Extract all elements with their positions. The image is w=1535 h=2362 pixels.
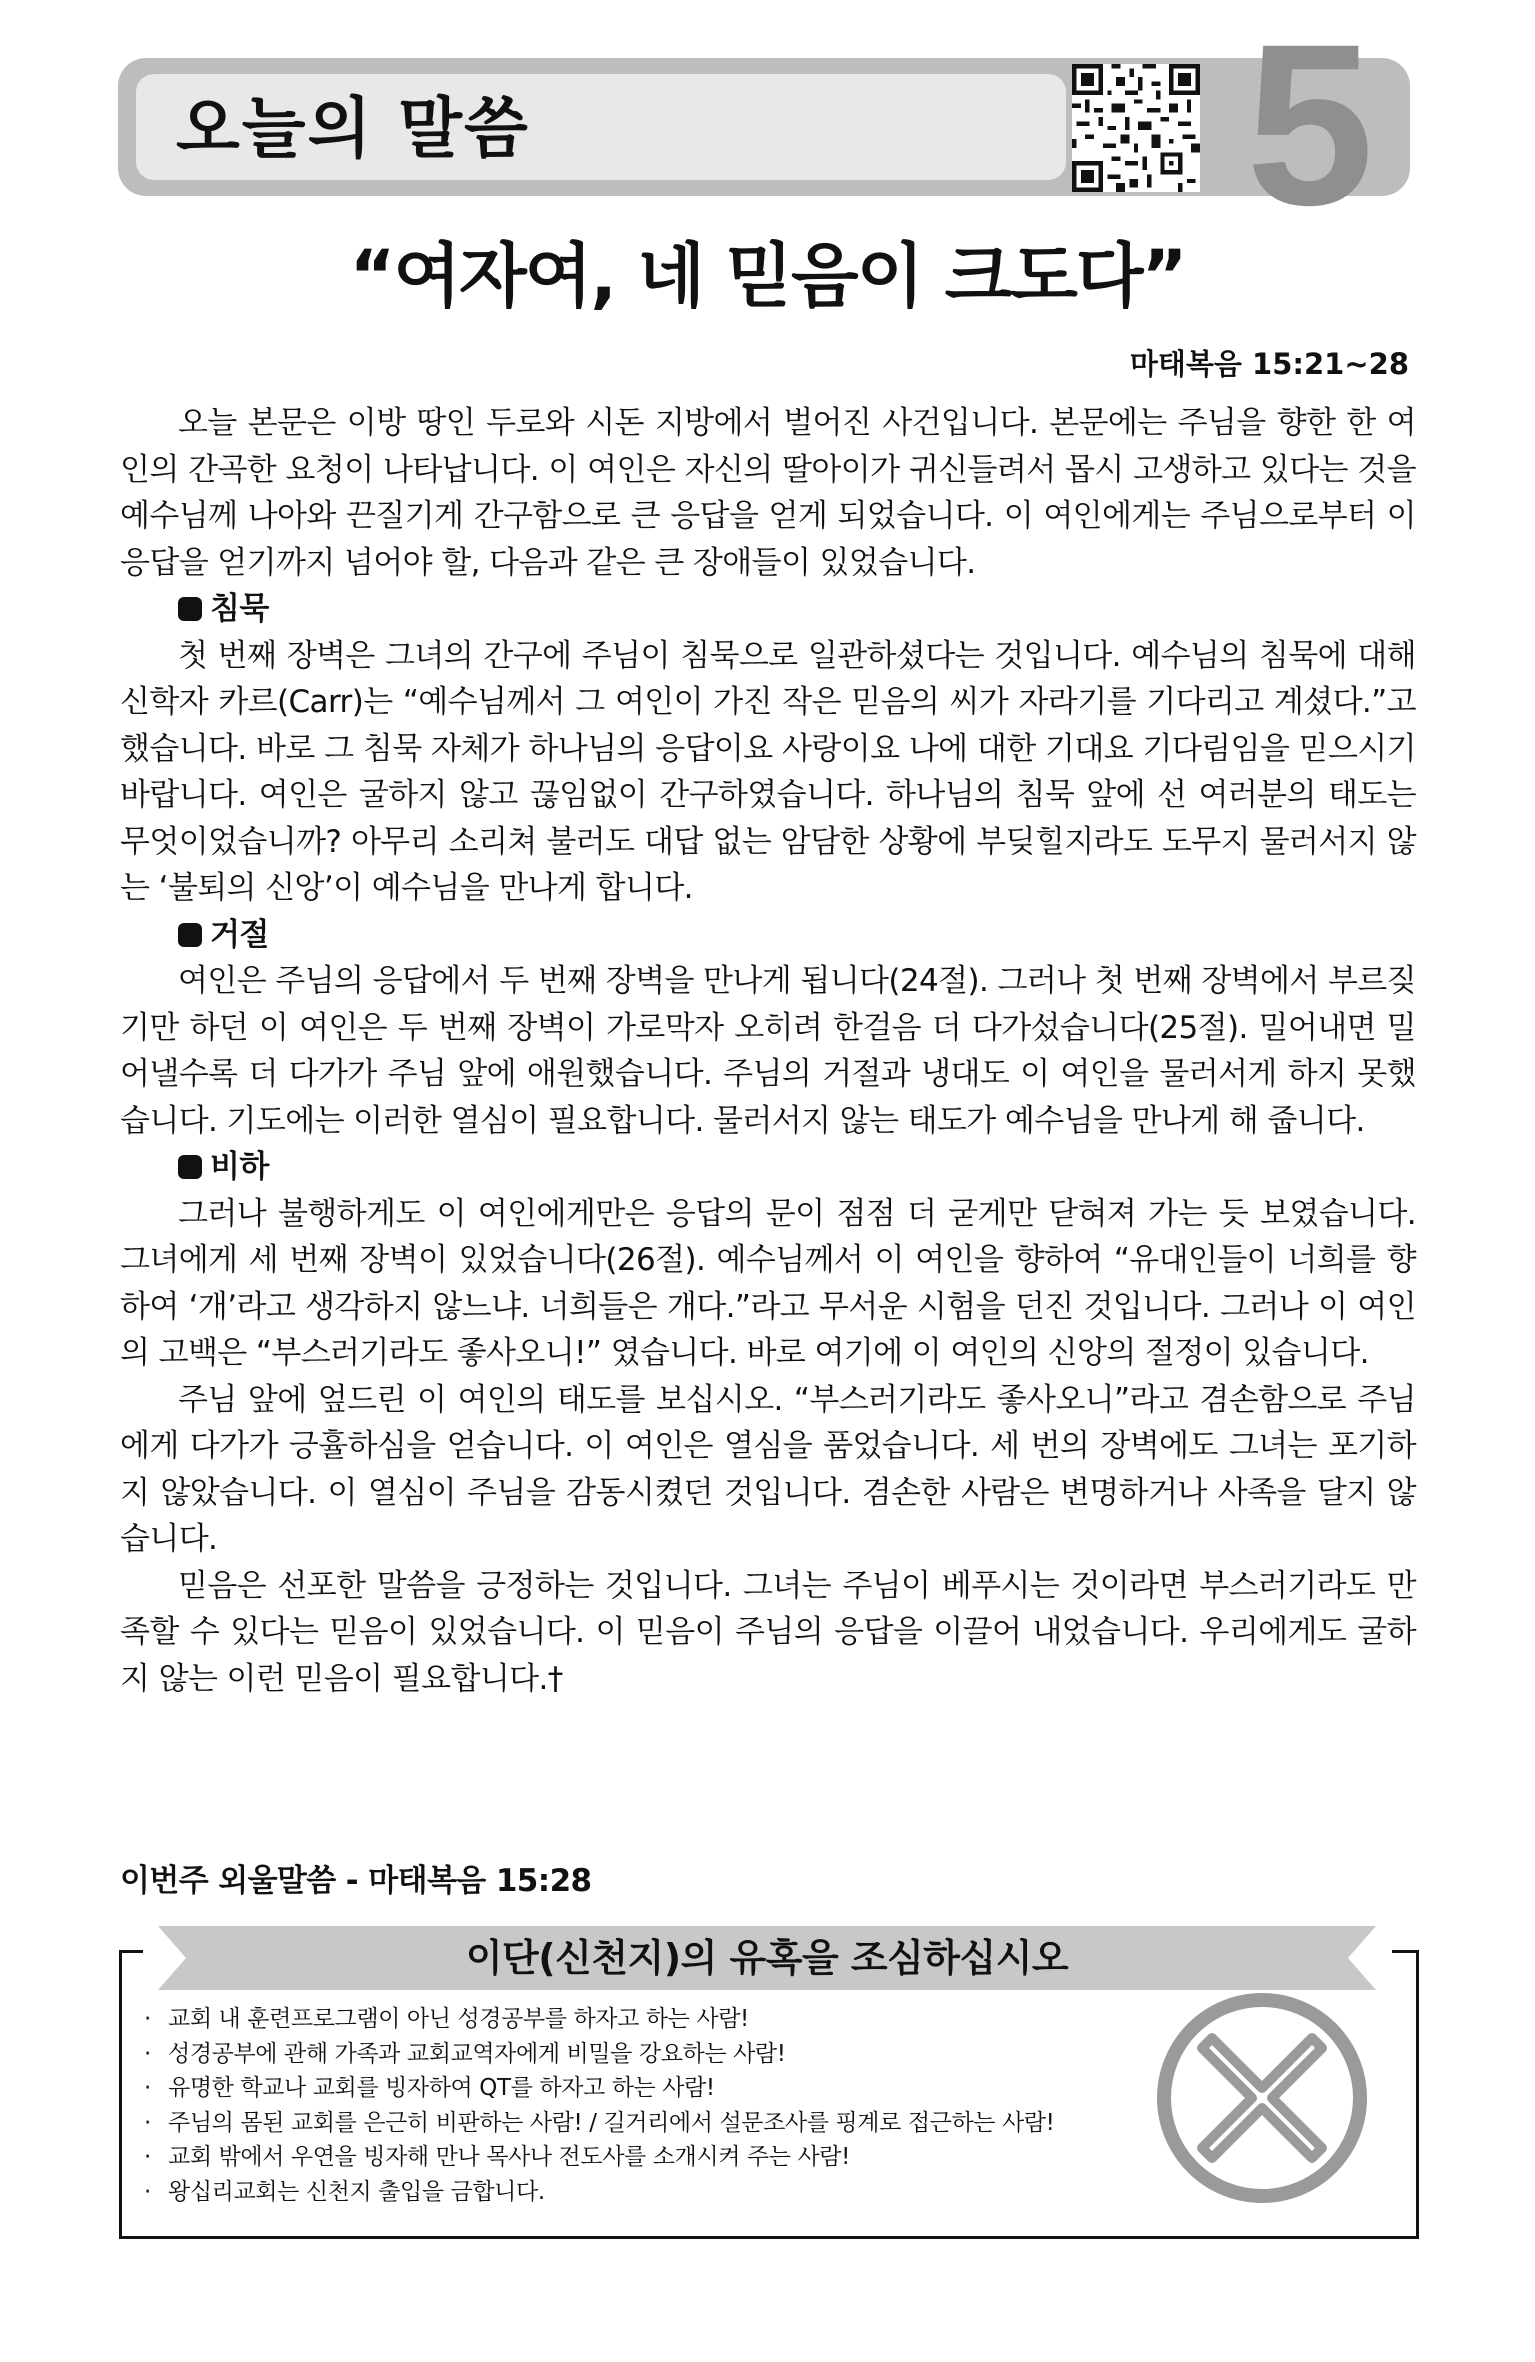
warning-list [140,2002,1054,2210]
sermon-title: “여자여, 네 믿음이 크도다” [349,235,1186,317]
section-heading [120,586,1416,633]
warning-box-corner [1392,1950,1416,1953]
warning-title: 이단(신천지)의 유혹을 조심하십시오 [465,1936,1069,1980]
section-heading-label: 거절 [210,916,269,953]
list-item: · 교회 밖에서 우연을 빙자해 만나 목사나 전도사를 소개시켜 주는 사람! [140,2140,1054,2175]
list-item: · 유명한 학교나 교회를 빙자하여 QT를 하자고 하는 사람! [140,2071,1054,2106]
body-paragraph: 여인은 주님의 응답에서 두 번째 장벽을 만나게 됩니다(24절). 그러나 첫 번째 장벽에서 부르짖기만 하던 이 여인은 두 번째 장벽이 가로막자 오히려 한걸음 더 다가섰습니다(25절). 밀어내면 밀어낼수록 더 다가가 주님 앞에 애원했습니다. 주님의 거절과 냉대도 이 여인을 물러서게 하지 못했습니다. 기도에는 이러한 열심이 필요합니다. 물러서지 않는 태도가 예수님을 만나게 해 줍니다. [120,963,1417,1139]
intro-paragraph: 오늘 본문은 이방 땅인 두로와 시돈 지방에서 벌어진 사건입니다. 본문에는 주님을 향한 한 여인의 간곡한 요청이 나타납니다. 이 여인은 자신의 딸아이가 귀신들려서 몹시 고생하고 있다는 것을 예수님께 나아와 끈질기게 간구함으로 큰 응답을 얻게 되었습니다. 이 여인에게는 주님으로부터 이 응답을 얻기까지 넘어야 할, 다음과 같은 큰 장애들이 있었습니다. [120,405,1416,581]
section-heading [120,1144,1416,1191]
section-heading-label: 침묵 [210,591,269,627]
qr-code-icon[interactable] [1072,64,1200,192]
warning-box-corner [119,1950,143,1953]
section-heading-label: 비하 [210,1149,269,1185]
sermon-body [120,400,1416,1702]
square-bullet-icon [178,597,202,621]
list-item: · 성경공부에 관해 가족과 교회교역자에게 비밀을 강요하는 사람! [140,2037,1054,2072]
section-heading [120,912,1416,959]
body-paragraph: 첫 번째 장벽은 그녀의 간구에 주님이 침묵으로 일관하셨다는 것입니다. 예수님의 침묵에 대해 신학자 카르(Carr)는 “예수님께서 그 여인이 가진 작은 믿음의 씨가 자라기를 기다리고 계셨다.”고 했습니다. 바로 그 침묵 자체가 하나님의 응답이요 사랑이요 나에 대한 기대요 기다림임을 믿으시기 바랍니다. 여인은 굴하지 않고 끊임없이 간구하였습니다. 하나님의 침묵 앞에 선 여러분의 태도는 무엇이었습니까? 아무리 소리쳐 불러도 대답 없는 암담한 상황에 부딪힐지라도 도무지 물러서지 않는 ‘불퇴의 신앙’이 예수님을 만나게 합니다. [120,637,1416,906]
page-number: 5 [1246,0,1374,253]
memory-verse: 이번주 외울말씀 - 마태복음 15:28 [120,1863,592,1899]
square-bullet-icon [178,923,202,947]
list-item: · 왕십리교회는 신천지 출입을 금합니다. [140,2175,1054,2210]
prohibited-x-icon [1156,1992,1368,2204]
body-paragraph: 그러나 불행하게도 이 여인에게만은 응답의 문이 점점 더 굳게만 닫혀져 가는 듯 보였습니다. 그녀에게 세 번째 장벽이 있었습니다(26절). 예수님께서 이 여인을 향하여 “유대인들이 너희를 향하여 ‘개’라고 생각하지 않느냐. 너희들은 개다.”라고 무서운 시험을 던진 것입니다. 그러나 이 여인의 고백은 “부스러기라도 좋사오니!” 였습니다. 바로 여기에 이 여인의 신앙의 절정이 있습니다. [120,1195,1416,1371]
scripture-reference: 마태복음 15:21~28 [1129,347,1409,381]
body-paragraph: 주님 앞에 엎드린 이 여인의 태도를 보십시오. “부스러기라도 좋사오니”라고 겸손함으로 주님에게 다가가 긍휼하심을 얻습니다. 이 여인은 열심을 품었습니다. 세 번의 장벽에도 그녀는 포기하지 않았습니다. 이 열심이 주님을 감동시켰던 것입니다. 겸손한 사람은 변명하거나 사족을 달지 않습니다. [120,1381,1416,1557]
square-bullet-icon [178,1155,202,1179]
list-item: · 교회 내 훈련프로그램이 아닌 성경공부를 하자고 하는 사람! [140,2002,1054,2037]
list-item: · 주님의 몸된 교회를 은근히 비판하는 사람! / 길거리에서 설문조사를 핑계로 접근하는 사람! [140,2106,1054,2141]
section-title: 오늘의 말씀 [176,90,530,167]
body-paragraph: 믿음은 선포한 말씀을 긍정하는 것입니다. 그녀는 주님이 베푸시는 것이라면 부스러기라도 만족할 수 있다는 믿음이 있었습니다. 이 믿음이 주님의 응답을 이끌어 내었습니다. 우리에게도 굴하지 않는 이런 믿음이 필요합니다.† [120,1567,1416,1697]
